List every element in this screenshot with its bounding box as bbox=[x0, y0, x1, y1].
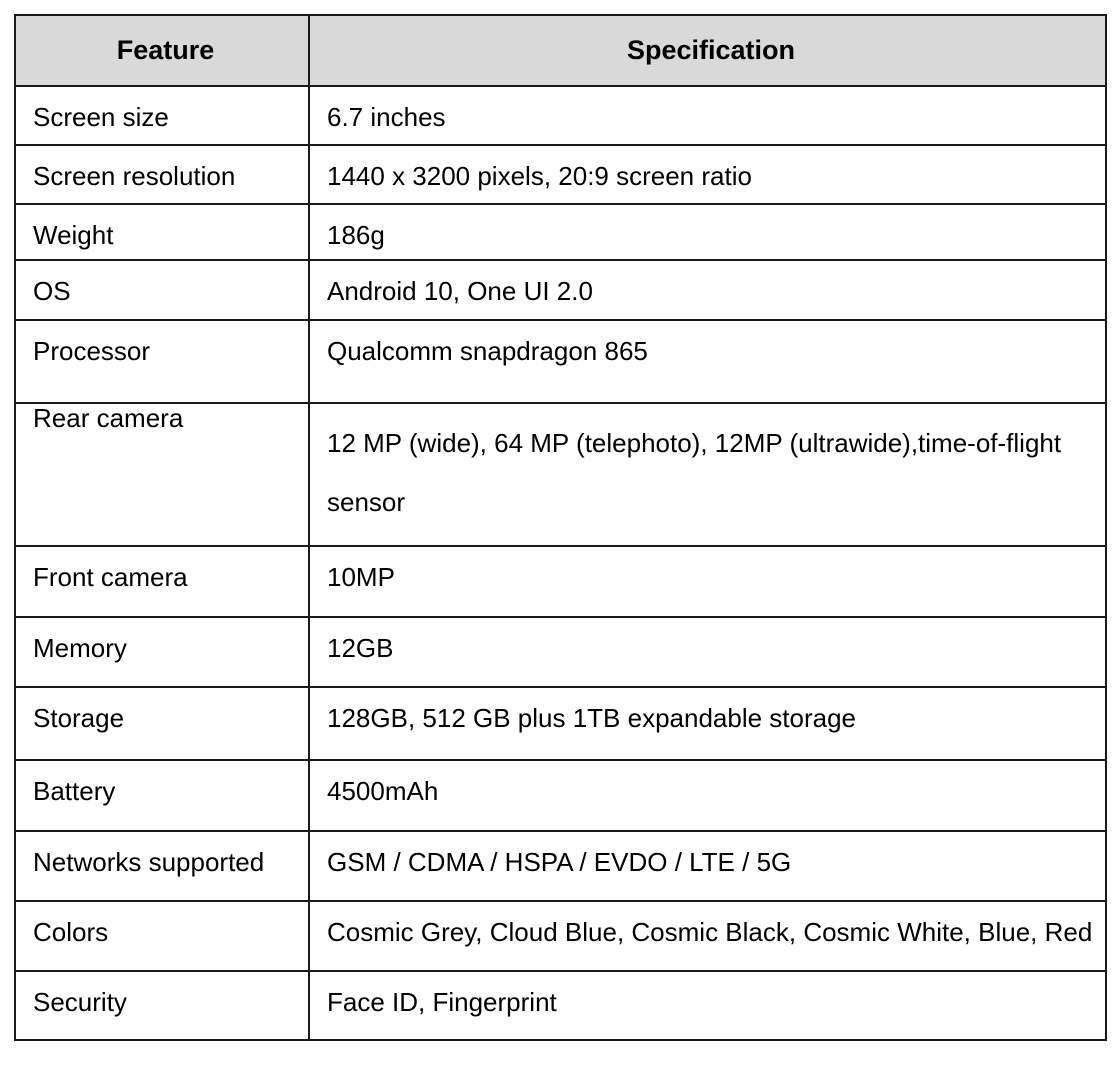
table-header-row bbox=[15, 15, 1106, 86]
feature-label: Storage bbox=[33, 703, 125, 733]
table-header bbox=[15, 15, 1106, 86]
feature-cell-colors bbox=[15, 901, 309, 971]
spec-value: 128GB, 512 GB plus 1TB expandable storage bbox=[327, 703, 857, 733]
feature-cell-security bbox=[15, 971, 309, 1040]
column-header-specification-label: Specification bbox=[626, 34, 796, 65]
feature-label: Processor bbox=[33, 336, 151, 366]
feature-cell-os bbox=[15, 260, 309, 320]
feature-cell-networks-supported bbox=[15, 831, 309, 901]
table-row bbox=[15, 687, 1106, 760]
feature-cell-processor bbox=[15, 320, 309, 403]
spec-cell-security bbox=[309, 971, 1106, 1040]
feature-label: Front camera bbox=[33, 562, 188, 592]
table-row bbox=[15, 901, 1106, 971]
spec-value: Face ID, Fingerprint bbox=[327, 987, 557, 1017]
spec-value: 1440 x 3200 pixels, 20:9 screen ratio bbox=[327, 161, 752, 191]
spec-cell-colors bbox=[309, 901, 1106, 971]
spec-cell-weight bbox=[309, 204, 1106, 260]
feature-cell-weight bbox=[15, 204, 309, 260]
feature-label: OS bbox=[33, 276, 71, 306]
table-row bbox=[15, 403, 1106, 546]
table-row bbox=[15, 320, 1106, 403]
spec-value: 6.7 inches bbox=[327, 102, 446, 132]
spec-cell-battery bbox=[309, 760, 1106, 831]
spec-cell-processor bbox=[309, 320, 1106, 403]
spec-value: GSM / CDMA / HSPA / EVDO / LTE / 5G bbox=[327, 847, 792, 877]
spec-value: 186g bbox=[327, 220, 385, 250]
table-row bbox=[15, 971, 1106, 1040]
table-row bbox=[15, 204, 1106, 260]
table-row bbox=[15, 145, 1106, 204]
spec-value: 10MP bbox=[327, 562, 395, 592]
table-row bbox=[15, 617, 1106, 687]
table-row bbox=[15, 260, 1106, 320]
spec-value: Cosmic Grey, Cloud Blue, Cosmic Black, Cosmic White, Blue, Red bbox=[327, 917, 1093, 947]
spec-value: Android 10, One UI 2.0 bbox=[327, 276, 593, 306]
spec-value: 4500mAh bbox=[327, 776, 439, 806]
feature-label: Networks supported bbox=[33, 847, 265, 877]
feature-cell-screen-resolution bbox=[15, 145, 309, 204]
table-row bbox=[15, 760, 1106, 831]
spec-cell-front-camera bbox=[309, 546, 1106, 617]
feature-label: Screen size bbox=[33, 102, 169, 132]
column-header-specification bbox=[309, 15, 1106, 86]
feature-label: Screen resolution bbox=[33, 161, 236, 191]
specification-table bbox=[14, 14, 1107, 1041]
spec-cell-rear-camera bbox=[309, 403, 1106, 546]
column-header-feature bbox=[15, 15, 309, 86]
feature-label: Battery bbox=[33, 776, 116, 806]
spec-value: Qualcomm snapdragon 865 bbox=[327, 336, 648, 366]
column-header-feature-label: Feature bbox=[116, 34, 215, 65]
spec-cell-screen-size bbox=[309, 86, 1106, 145]
spec-cell-networks-supported bbox=[309, 831, 1106, 901]
feature-cell-rear-camera bbox=[15, 403, 309, 546]
table-row bbox=[15, 86, 1106, 145]
table-row bbox=[15, 546, 1106, 617]
feature-cell-screen-size bbox=[15, 86, 309, 145]
feature-cell-front-camera bbox=[15, 546, 309, 617]
spec-cell-memory bbox=[309, 617, 1106, 687]
table-body bbox=[15, 86, 1106, 1040]
spec-cell-storage bbox=[309, 687, 1106, 760]
spec-cell-os bbox=[309, 260, 1106, 320]
feature-cell-memory bbox=[15, 617, 309, 687]
spec-value: 12 MP (wide), 64 MP (telephoto), 12MP (ultrawide),time-of-flight sensor bbox=[327, 428, 1062, 517]
feature-label: Security bbox=[33, 987, 127, 1017]
table-row bbox=[15, 831, 1106, 901]
feature-label: Memory bbox=[33, 633, 127, 663]
spec-value: 12GB bbox=[327, 633, 394, 663]
feature-cell-battery bbox=[15, 760, 309, 831]
feature-cell-storage bbox=[15, 687, 309, 760]
spec-cell-screen-resolution bbox=[309, 145, 1106, 204]
feature-label: Colors bbox=[33, 917, 109, 947]
feature-label: Rear camera bbox=[33, 403, 184, 433]
feature-label: Weight bbox=[33, 220, 114, 250]
